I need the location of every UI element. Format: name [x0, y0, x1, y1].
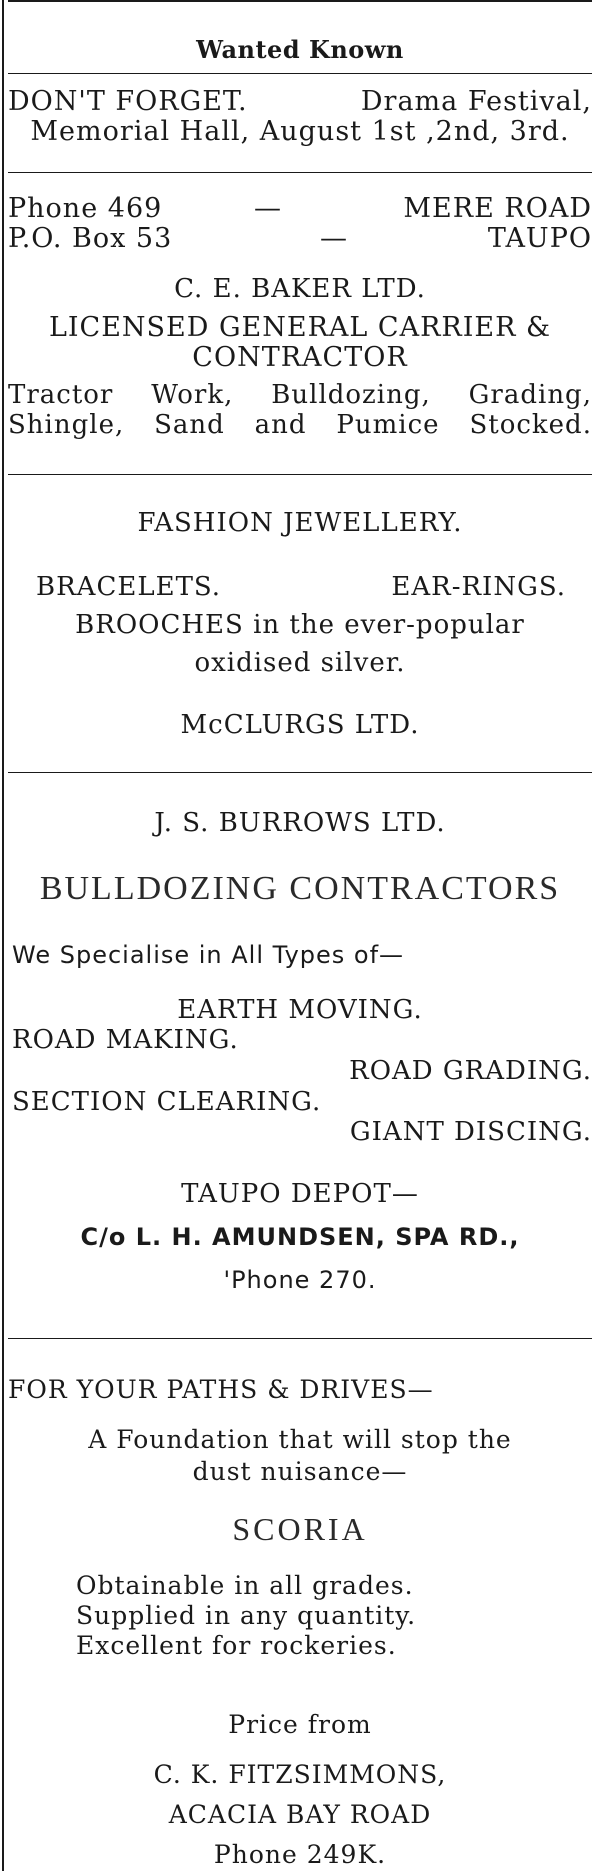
scoria-phone: Phone 249K. [213, 1840, 387, 1869]
scoria-product: SCORIA [232, 1511, 368, 1547]
jewellery-brooches: BROOCHES in the ever-popular [75, 610, 525, 640]
baker-phone: Phone 469 [8, 193, 163, 224]
baker-dash-1: — [254, 193, 282, 224]
burrows-address: C/o L. H. AMUNDSEN, SPA RD., [80, 1223, 520, 1251]
scoria-price: Price from [228, 1710, 372, 1739]
scoria-feature-grades: Obtainable in all grades. [76, 1571, 414, 1600]
heading-rule [8, 73, 592, 74]
scoria-headline: FOR YOUR PATHS & DRIVES— [8, 1375, 434, 1404]
drama-dont-forget: DON'T FORGET. [8, 86, 248, 117]
jewellery-silver: oxidised silver. [194, 648, 406, 678]
burrows-service-section-clearing: SECTION CLEARING. [12, 1087, 322, 1117]
baker-desc-line1: Tractor Work, Bulldozing, Grading, [8, 380, 592, 410]
divider-1 [8, 172, 592, 173]
baker-town: TAUPO [487, 223, 592, 254]
column-border [2, 0, 4, 1871]
baker-desc-line2: Shingle, Sand and Pumice Stocked. [8, 410, 592, 440]
jewellery-earrings: EAR-RINGS. [391, 572, 566, 602]
burrows-phone: 'Phone 270. [223, 1266, 377, 1294]
scoria-tagline-2: dust nuisance— [192, 1457, 408, 1486]
burrows-service-road-grading: ROAD GRADING. [349, 1056, 592, 1086]
baker-pobox: P.O. Box 53 [8, 223, 173, 254]
burrows-intro: We Specialise in All Types of— [12, 941, 405, 969]
burrows-service-giant-discing: GIANT DISCING. [349, 1117, 592, 1147]
drama-notice-line2: Memorial Hall, August 1st ,2nd, 3rd. [30, 116, 570, 147]
burrows-title: BULLDOZING CONTRACTORS [39, 870, 561, 907]
scoria-road: ACACIA BAY ROAD [168, 1800, 432, 1829]
top-rule [8, 0, 592, 2]
baker-road: MERE ROAD [403, 193, 592, 224]
baker-title-line2: CONTRACTOR [192, 342, 408, 373]
jewellery-title: FASHION JEWELLERY. [137, 508, 463, 538]
section-heading: Wanted Known [196, 35, 404, 64]
jewellery-seller: McCLURGS LTD. [180, 710, 420, 740]
baker-dash-2: — [320, 223, 348, 254]
burrows-service-road-making: ROAD MAKING. [12, 1025, 239, 1055]
divider-3 [8, 772, 592, 773]
scoria-tagline-1: A Foundation that will stop the [88, 1425, 512, 1454]
baker-name: C. E. BAKER LTD. [174, 274, 426, 304]
burrows-name: J. S. BURROWS LTD. [154, 808, 446, 838]
divider-2 [8, 474, 592, 475]
drama-notice-line1 [8, 88, 592, 115]
jewellery-bracelets: BRACELETS. [36, 572, 222, 602]
divider-4 [8, 1338, 592, 1339]
scoria-feature-quantity: Supplied in any quantity. [76, 1601, 417, 1630]
drama-festival: Drama Festival, [360, 86, 592, 117]
scoria-seller: C. K. FITZSIMMONS, [153, 1760, 447, 1789]
scoria-feature-rockeries: Excellent for rockeries. [76, 1631, 397, 1660]
burrows-depot: TAUPO DEPOT— [181, 1179, 419, 1209]
burrows-service-earth-moving: EARTH MOVING. [177, 995, 423, 1025]
baker-title-line1: LICENSED GENERAL CARRIER & [48, 312, 552, 343]
